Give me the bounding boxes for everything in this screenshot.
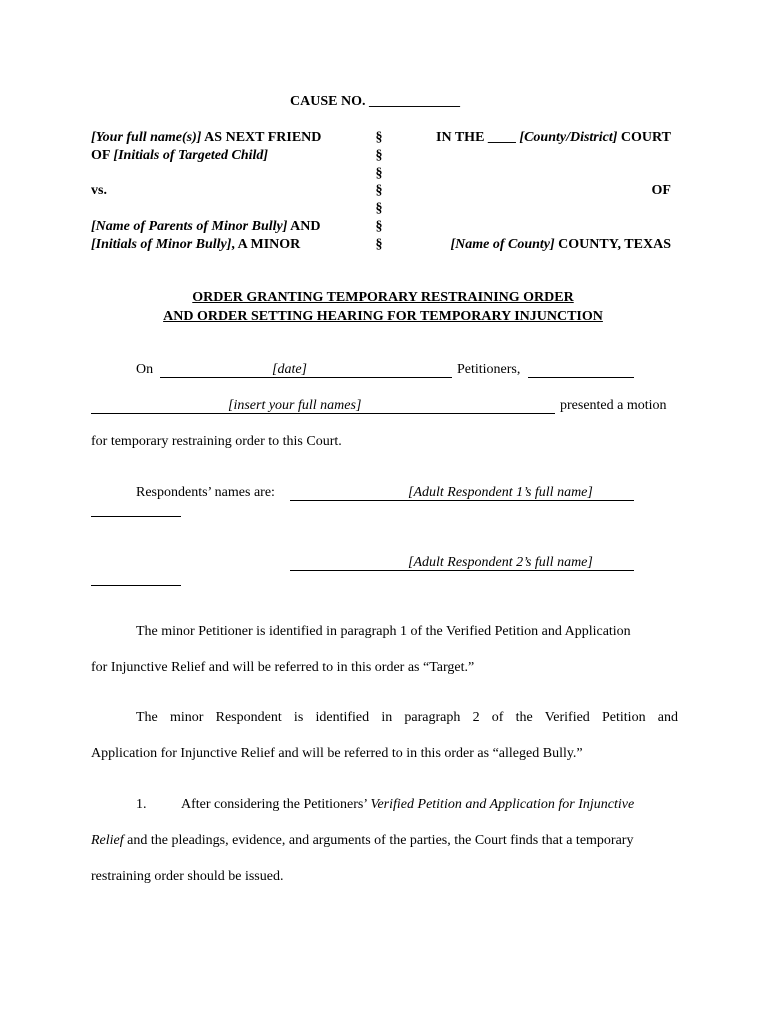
- county-texas-text: COUNTY, TEXAS: [554, 237, 671, 252]
- section-symbol: §: [375, 166, 383, 181]
- respondent2-continuation-line: [91, 585, 181, 586]
- on-label: On: [136, 362, 154, 377]
- cause-label: CAUSE NO.: [290, 94, 366, 109]
- order-title-line1: ORDER GRANTING TEMPORARY RESTRAINING ORDER: [192, 290, 574, 305]
- minor-petitioner-line2: for Injunctive Relief and will be referred to in this order as “Target.”: [91, 660, 475, 675]
- item1-number: 1.: [136, 797, 147, 812]
- respondent2-placeholder: [Adult Respondent 2’s full name]: [408, 555, 593, 570]
- item1-line3: restraining order should be issued.: [91, 869, 284, 884]
- section-symbol: §: [375, 237, 383, 252]
- minor-petitioner-line1: The minor Petitioner is identified in paragraph 1 of the Verified Petition and Application: [136, 624, 631, 639]
- caption-left-line2: [91, 148, 268, 164]
- caption-right-county: [450, 237, 671, 253]
- caption-left-line4: [91, 237, 300, 253]
- caption-right-of: OF: [651, 183, 671, 198]
- caption-left-line3: [91, 219, 320, 235]
- section-symbol: §: [375, 219, 383, 234]
- caption-vs: vs.: [91, 183, 107, 198]
- minor-respondent-line1: The minor Respondent is identified in paragraph 2 of the Verified Petition and: [136, 710, 678, 725]
- next-friend-text: AS NEXT FRIEND: [201, 130, 322, 145]
- petition-title-italic: Verified Petition and Application for Injunctive: [370, 797, 635, 812]
- item1-line2-text: and the pleadings, evidence, and arguments of the parties, the Court finds that a temporary: [123, 833, 634, 848]
- of-text: OF: [91, 148, 114, 163]
- petitioners-blank-line: [528, 377, 634, 378]
- court-type-placeholder: [County/District]: [519, 130, 618, 145]
- parents-placeholder: [Name of Parents of Minor Bully]: [91, 219, 288, 234]
- minor-respondent-line2: Application for Injunctive Relief and will be referred to in this order as “alleged Bully.”: [91, 746, 583, 761]
- cause-blank: _____________: [368, 94, 460, 109]
- presented-text: presented a motion: [560, 398, 667, 413]
- respondent1-continuation-line: [91, 516, 181, 517]
- a-minor-text: , A MINOR: [231, 237, 301, 252]
- order-title-line2: AND ORDER SETTING HEARING FOR TEMPORARY INJUNCTION: [163, 309, 603, 324]
- caption-left-line1: [91, 130, 321, 146]
- cause-number: [290, 94, 460, 110]
- motion-line: for temporary restraining order to this Court.: [91, 434, 342, 449]
- date-placeholder: [date]: [272, 362, 307, 377]
- section-symbol: §: [375, 148, 383, 163]
- names-placeholder: [insert your full names]: [228, 398, 362, 413]
- respondent1-placeholder: [Adult Respondent 1’s full name]: [408, 485, 593, 500]
- and-text: AND: [287, 219, 321, 234]
- minor-bully-placeholder: [Initials of Minor Bully]: [91, 237, 232, 252]
- court-text: COURT: [617, 130, 671, 145]
- petitioners-label: Petitioners,: [457, 362, 521, 377]
- section-symbol: §: [375, 183, 383, 198]
- targeted-child-placeholder: [Initials of Targeted Child]: [113, 148, 269, 163]
- item1-line1: [181, 797, 634, 813]
- section-symbol: §: [375, 201, 383, 216]
- relief-italic: Relief: [91, 833, 124, 848]
- respondents-label: Respondents’ names are:: [136, 485, 275, 500]
- caption-right-court: [436, 130, 671, 146]
- county-name-placeholder: [Name of County]: [450, 237, 555, 252]
- in-the-text: IN THE ____: [436, 130, 520, 145]
- item1-prefix: After considering the Petitioners’: [181, 797, 371, 812]
- item1-line2: [91, 833, 633, 849]
- section-symbol: §: [375, 130, 383, 145]
- petitioner-name-placeholder: [Your full name(s)]: [91, 130, 202, 145]
